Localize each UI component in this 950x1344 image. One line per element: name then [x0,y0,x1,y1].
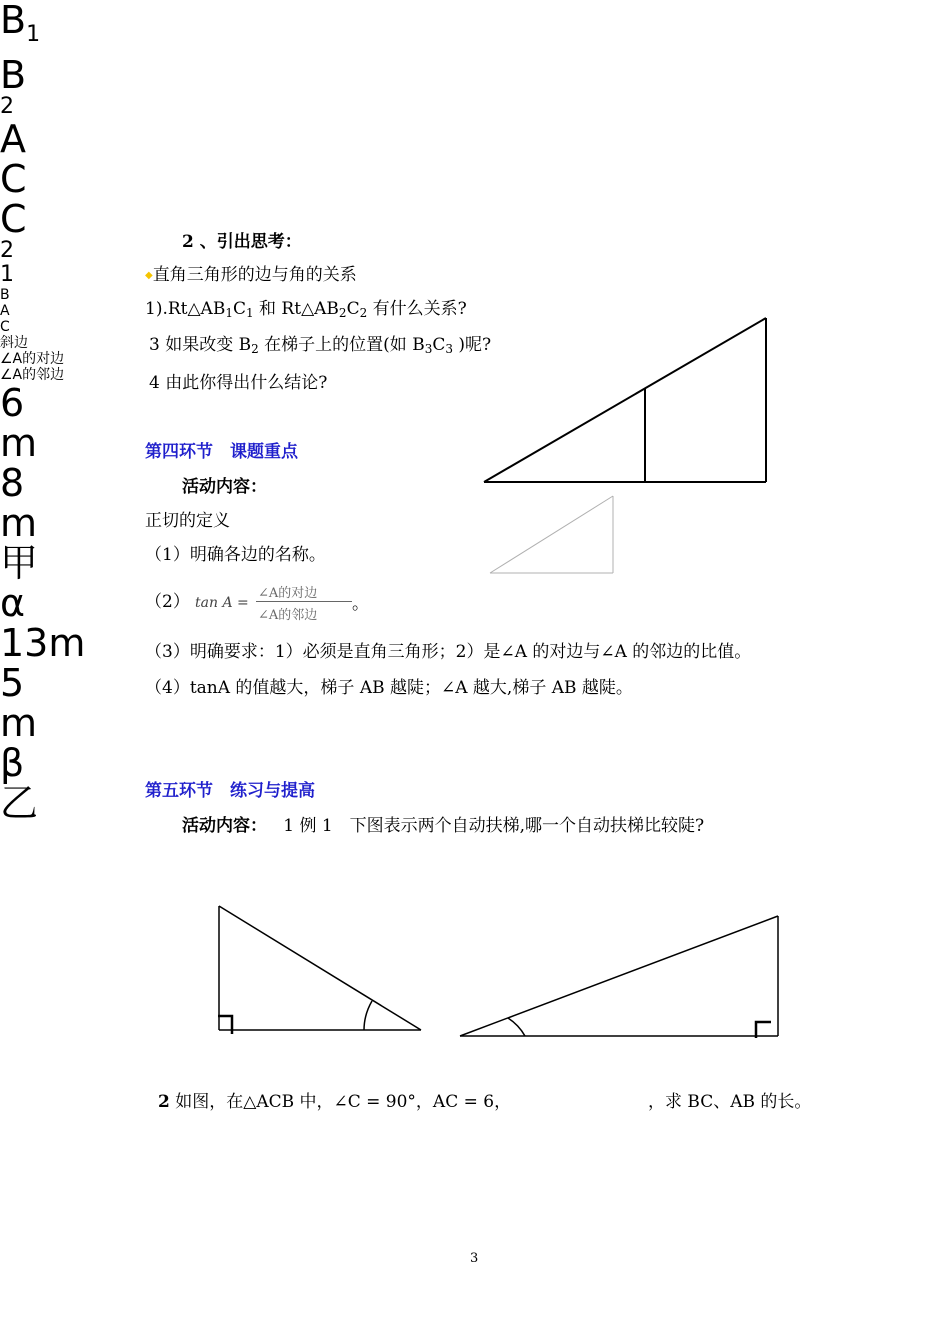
formula-numerator: ∠A的对边 [258,586,318,601]
section4-title: 第四环节 课题重点 [145,442,298,462]
question-1: $1).Rt\triangle AB_1C_1$ 和 $Rt\triangle AB_2C_2$ 有什么关系? [145,299,467,320]
left-base-unit: m [0,501,38,545]
section2-heading: 2 、引出思考： [182,232,302,252]
page-number: 3 [470,1251,479,1266]
item-3: （3）明确要求：1）必须是直角三角形；2）是∠A 的对边与∠A 的邻边的比值。 [145,642,752,662]
problem-2-line: 2 如图，在△ACB 中，∠C = 90°，AC = 6， [158,1092,512,1112]
question-4: 4 由此你得出什么结论? [149,373,328,393]
definition-heading: 正切的定义 [145,511,230,531]
left-escalator-name: 甲 [0,541,39,585]
right-height-unit: m [0,701,38,745]
small-label-C: C [0,319,10,335]
label-hypotenuse: 斜边 [0,335,28,351]
label-B1: $B_1$ [0,0,41,47]
label-C-inner: C [0,157,27,201]
beta-label: β [0,741,25,785]
item-2-prefix: （2） [145,592,190,612]
section5-title: 第五环节 练习与提高 [145,781,315,801]
right-angle-mark-left [218,1016,232,1034]
left-base-number: 8 [0,461,25,505]
right-escalator-name: 乙 [0,781,39,825]
label-C-sub-1: 1 [0,262,14,287]
label-B: B [0,53,27,97]
beta-angle-arc [508,1018,525,1036]
question-3: 3 如果改变 $B_2$ 在梯子上的位置(如 $B_3C_3$ )呢? [149,335,492,356]
label-adjacent-side: ∠A的邻边 [0,367,65,383]
formula-denominator: ∠A的邻边 [258,608,318,623]
left-height-unit: m [0,421,38,465]
alpha-label: α [0,581,26,625]
label-C-outer: C [0,197,27,241]
section4-activity-label: 活动内容： [182,477,267,497]
bullet-text: 直角三角形的边与角的关系 [152,265,357,285]
large-triangle-diagram [484,318,766,482]
left-height-number: 6 [0,381,25,425]
label-C-sub-2: 2 [0,238,14,263]
label-A: A [0,117,26,161]
alpha-angle-arc [364,1001,372,1030]
diamond-bullet-icon: ◆ [145,270,153,281]
escalator-left-triangle [219,906,421,1030]
small-label-A: A [0,303,10,319]
label-opposite-side: ∠A的对边 [0,351,65,367]
small-triangle-diagram [490,496,613,573]
item-4: （4）tanA 的值越大，梯子 AB 越陡；∠A 越大,梯子 AB 越陡。 [145,678,633,698]
item-2-suffix: 。 [352,594,369,614]
label-B-sub-2: 2 [0,94,14,119]
tan-formula-lhs: tan A = [195,595,249,611]
example-1-line: 活动内容： 1 例 1 下图表示两个自动扶梯,哪一个自动扶梯比较陡? [182,816,705,836]
escalator-right-triangle [460,916,778,1036]
right-height-number: 5 [0,661,25,705]
small-label-B: B [0,287,10,303]
right-hypotenuse-label: 13m [0,621,86,665]
problem-2-tail: ，求 BC、AB 的长。 [648,1092,812,1112]
item-1: （1）明确各边的名称。 [145,545,326,565]
hypotenuse-line [484,318,766,482]
